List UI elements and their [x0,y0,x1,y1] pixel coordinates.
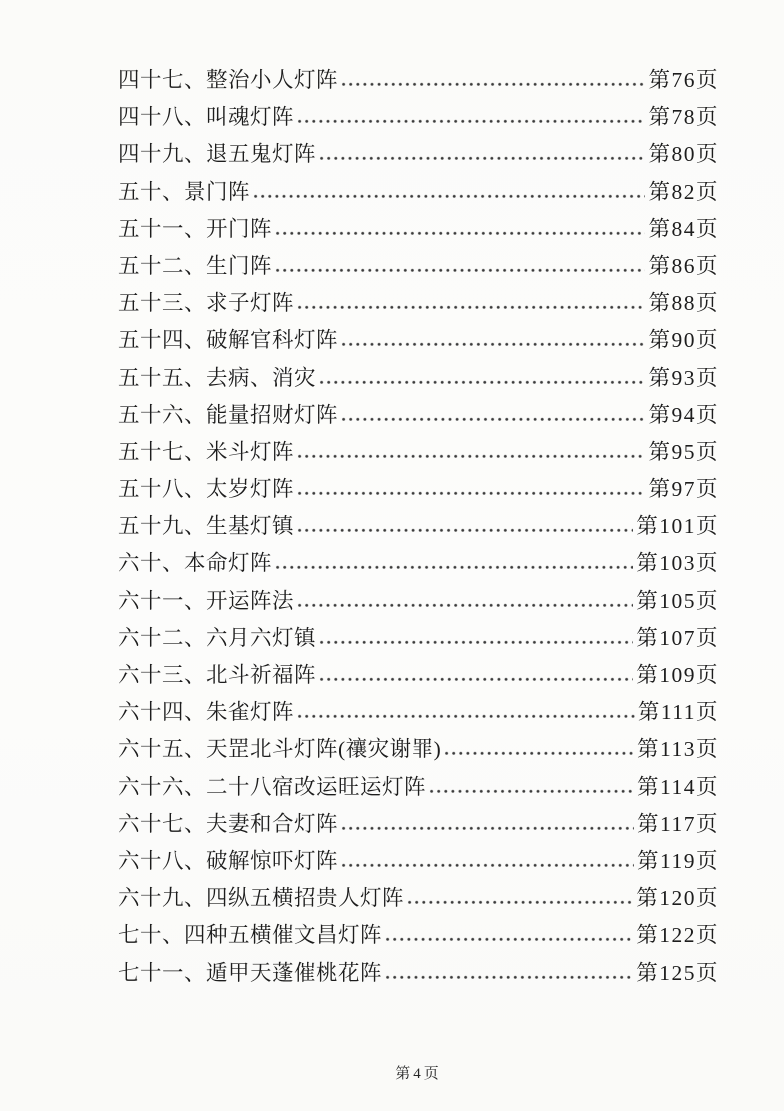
toc-entry-title: 五十二、生门阵 [118,253,273,278]
toc-entry-page: 第113页 [637,737,719,762]
toc-entry-title: 六十、本命灯阵 [118,551,273,576]
dotted-leader [319,380,645,385]
dotted-leader [341,417,645,422]
toc-entry [118,397,719,434]
toc-entry-title: 七十、四种五横催文昌灯阵 [118,923,383,948]
dotted-leader [297,491,645,496]
toc-entry-page: 第105页 [636,588,719,613]
dotted-leader [407,900,633,905]
toc-entry-page: 第101页 [636,514,719,539]
toc-entry-title: 六十五、天罡北斗灯阵(禳灾谢罪) [118,737,442,762]
toc-entry-title: 六十八、破解惊吓灯阵 [118,848,339,873]
toc-entry-title: 四十七、整治小人灯阵 [118,68,339,92]
toc-entry [118,62,719,99]
toc-entry-page: 第125页 [636,960,719,985]
dotted-leader [341,342,645,347]
toc-entry-title: 六十四、朱雀灯阵 [118,700,295,725]
toc-entry-page: 第119页 [637,848,719,873]
toc-entry-page: 第114页 [637,774,719,799]
toc-entry-title: 五十六、能量招财灯阵 [118,402,339,427]
toc-entry-title: 五十一、开门阵 [118,216,273,241]
toc-entry-title: 四十八、叫魂灯阵 [118,105,295,130]
dotted-leader [297,528,633,533]
dotted-leader [297,714,635,719]
dotted-leader [275,231,645,236]
toc-entry [118,694,719,731]
toc-entry-page: 第111页 [637,700,719,725]
toc-entry [118,843,719,880]
dotted-leader [275,565,633,570]
toc-entry [118,99,719,136]
toc-entry [118,248,719,285]
toc-entry-title: 六十六、二十八宿改运旺运灯阵 [118,774,427,799]
toc-entry [118,360,719,397]
toc-entry [118,545,719,582]
toc-entry-title: 六十一、开运阵法 [118,588,295,613]
toc-entry [118,917,719,954]
dotted-leader [429,789,634,794]
toc-entry [118,434,719,471]
toc-entry-page: 第90页 [648,328,719,353]
toc-entry [118,955,719,992]
toc-entry-page: 第103页 [636,551,719,576]
toc-entry-page: 第78页 [648,105,719,130]
toc-entry [118,322,719,359]
toc-entry-title: 六十七、夫妻和合灯阵 [118,811,339,836]
toc-entry-title: 五十七、米斗灯阵 [118,439,295,464]
toc-entry-page: 第93页 [648,365,719,390]
toc-entry-page: 第88页 [648,291,719,316]
toc-entry [118,620,719,657]
dotted-leader [297,305,645,310]
toc-entry-page: 第76页 [648,68,719,92]
dotted-leader [385,975,633,980]
toc-entry-title: 七十一、遁甲天蓬催桃花阵 [118,960,383,985]
toc-entry-page: 第109页 [636,663,719,687]
dotted-leader [275,268,645,273]
toc-entry [118,731,719,768]
dotted-leader [253,194,645,199]
dotted-leader [341,826,634,831]
toc-entry-title: 五十五、去病、消灾 [118,365,317,390]
toc-entry [118,136,719,173]
toc-entry-page: 第94页 [648,402,719,427]
toc-entry-page: 第84页 [648,216,719,241]
toc-entry-page: 第122页 [636,923,719,948]
toc-entry-page: 第97页 [648,477,719,502]
toc-entry-page: 第80页 [648,142,719,167]
toc-entry [118,806,719,843]
toc-entry-title: 五十九、生基灯镇 [118,514,295,539]
toc-entry-page: 第95页 [648,439,719,464]
dotted-leader [385,937,633,942]
toc-entry-page: 第120页 [636,886,719,911]
dotted-leader [444,751,634,756]
page-number-footer: 第4页 [395,1066,442,1082]
toc-entry [118,769,719,806]
dotted-leader [319,677,633,682]
toc-entry [118,285,719,322]
toc-entry [118,880,719,917]
toc-entry [118,583,719,620]
toc-entry-title: 四十九、退五鬼灯阵 [118,142,317,167]
toc-entry-title: 五十三、求子灯阵 [118,291,295,316]
toc-entry [118,211,719,248]
toc-entry-title: 五十、景门阵 [118,179,251,204]
toc-entry-title: 六十三、北斗祈福阵 [118,663,317,687]
dotted-leader [297,454,645,459]
dotted-leader [341,863,634,868]
toc-entry-page: 第107页 [636,625,719,650]
dotted-leader [319,156,645,161]
dotted-leader [319,640,633,645]
dotted-leader [341,82,645,87]
toc-entry-title: 五十八、太岁灯阵 [118,477,295,502]
toc-entry [118,471,719,508]
toc-entry [118,174,719,211]
toc-list [118,62,719,992]
toc-entry [118,508,719,545]
toc-entry-page: 第86页 [648,253,719,278]
toc-entry-title: 六十九、四纵五横招贵人灯阵 [118,886,405,911]
toc-entry [118,657,719,694]
toc-entry-title: 六十二、六月六灯镇 [118,625,317,650]
toc-entry-page: 第117页 [637,811,719,836]
toc-entry-page: 第82页 [648,179,719,204]
dotted-leader [297,603,633,608]
toc-entry-title: 五十四、破解官科灯阵 [118,328,339,353]
dotted-leader [297,119,645,124]
